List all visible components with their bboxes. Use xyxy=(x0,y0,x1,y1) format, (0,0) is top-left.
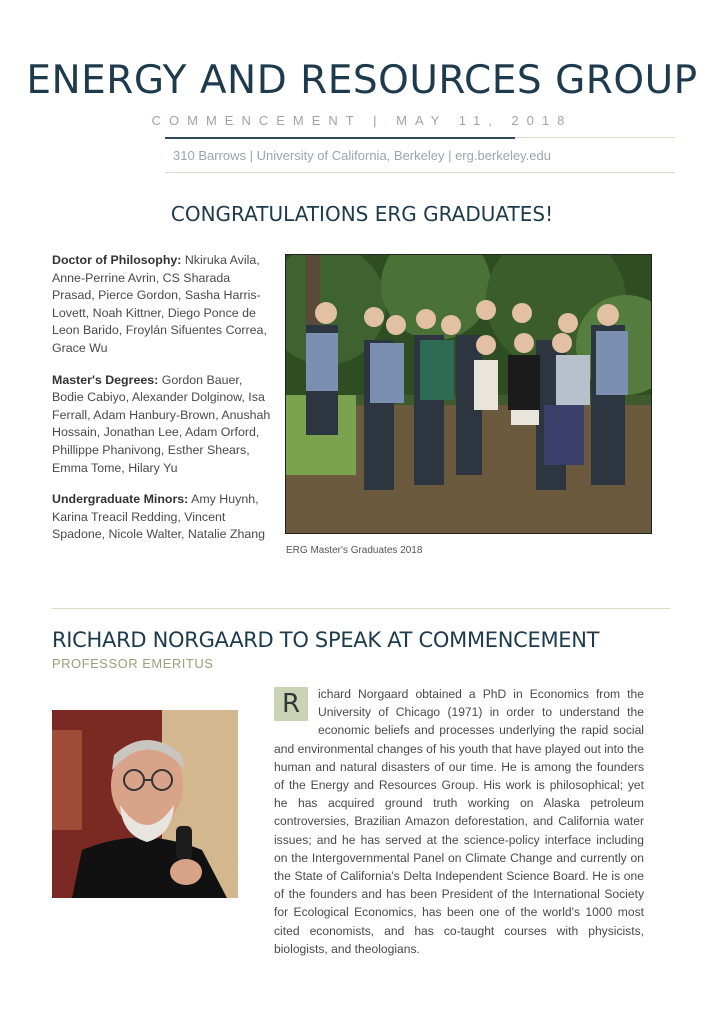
speaker-subheading: PROFESSOR EMERITUS xyxy=(52,656,214,671)
masters-group xyxy=(52,372,274,478)
graduates-list xyxy=(52,252,274,558)
address-line: 310 Barrows | University of California, Berkeley | erg.berkeley.edu xyxy=(173,148,551,163)
section-divider xyxy=(52,608,670,609)
header-rule-bottom xyxy=(165,172,675,173)
speaker-bio xyxy=(274,685,644,958)
header-rule-dark xyxy=(165,137,515,139)
minors-label: Undergraduate Minors: xyxy=(52,492,189,507)
minors-group xyxy=(52,491,274,544)
graduates-heading: CONGRATULATIONS ERG GRADUATES! xyxy=(170,202,554,226)
phd-label: Doctor of Philosophy: xyxy=(52,253,182,267)
phd-names: Nkiruka Avila, Anne-Perrine Avrin, CS Sharada Prasad, Pierce Gordon, Sasha Harris-Lovett, Noah Kittner, Diego Ponce de Leon Barido, Froylán Sifuentes Correa, Grace Wu xyxy=(52,253,267,355)
dropcap-letter: R xyxy=(274,687,308,721)
photo-caption: ERG Master's Graduates 2018 xyxy=(286,545,423,556)
speaker-heading: RICHARD NORGAARD TO SPEAK AT COMMENCEMENT xyxy=(52,628,600,652)
phd-group xyxy=(52,252,274,358)
masters-names: Gordon Bauer, Bodie Cabiyo, Alexander Dolginow, Isa Ferrall, Adam Hanbury-Brown, Anushah Hossain, Jonathan Lee, Adam Orford, Phillippe Phanivong, Esther Shears, Emma Tome, Hilary Yu xyxy=(52,372,271,475)
speaker-portrait xyxy=(52,710,238,898)
graduates-photo xyxy=(285,254,652,534)
page-title: ENERGY AND RESOURCES GROUP xyxy=(26,58,698,103)
commencement-subtitle: COMMENCEMENT | MAY 11, 2018 xyxy=(151,113,573,128)
masters-label: Master's Degrees: xyxy=(52,372,159,387)
minors-names: Amy Huynh, Karina Treacil Redding, Vincent Spadone, Nicole Walter, Natalie Zhang xyxy=(52,492,266,542)
speaker-bio-text: ichard Norgaard obtained a PhD in Economics from the University of Chicago (1971) in order to understand the economic beliefs and processes underlying the rapid social and environmental changes of his youth that have played out into the human and natural disasters of our time. He is among the founders of the Energy and Resources Group. His work is philosophical; yet he has acquired ground truth working on Alaska petroleum controversies, Brazilian Amazon deforestation, and California water issues; and he has served at the science-policy interface including on the Intergovernmental Panel on Climate Change and currently on the State of California's Delta Independent Science Board. He is one of the founders and has been President of the International Society for Ecological Economics, has been one of the world's 1000 most cited economists, and has co-taught courses with physicists, biologists, and theologians. xyxy=(274,687,644,956)
header-rule-light xyxy=(515,137,675,138)
